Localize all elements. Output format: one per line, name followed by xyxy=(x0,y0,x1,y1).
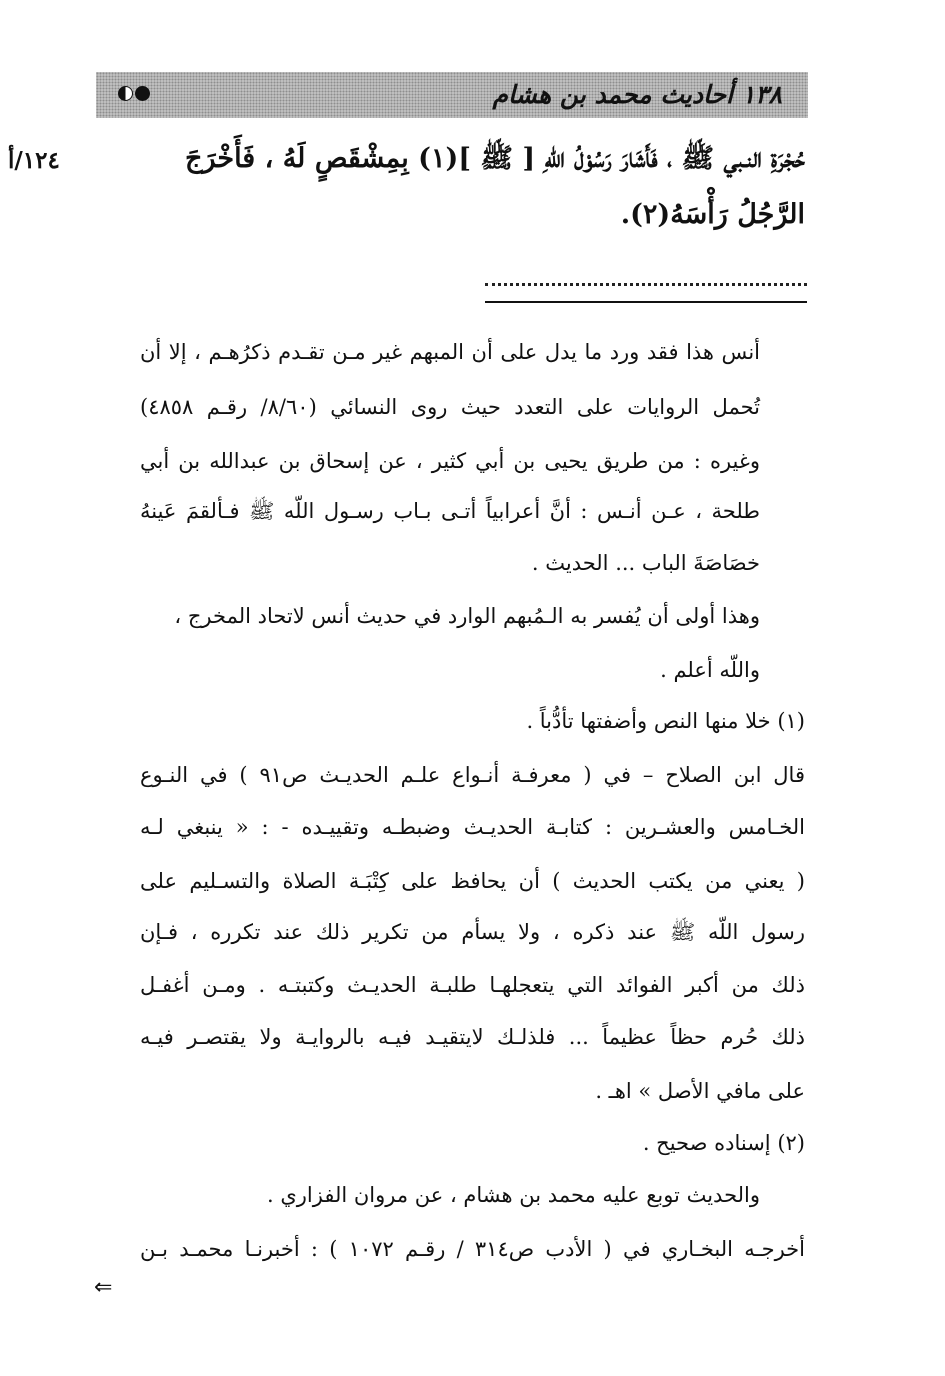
footnote-line: الخـامس والعشـرين : كتابـة الحديـث وضبطـه وتقييـده - : « ينبغي لـه xyxy=(140,815,805,839)
footnote-line: أخرجـه البخـاري في ( الأدب ص٣١٤ / رقـم ١٠٧٢ ) : أخبرنـا محمـد بـن xyxy=(140,1237,805,1261)
footnote-line: ذلك من أكبر الفوائد التي يتعجلهـا طلبـة الحديـث وكتبتـه . ومـن أغفـل xyxy=(140,973,805,997)
footnote-line: واللّه أعلم . xyxy=(660,658,760,682)
main-text-line: حُجْرَةِ النـبي ﷺ ، فَأَشَارَ رَسُوْلُ اللّهِ [ ﷺ ](١) بِمِشْقَصٍ لَهُ ، فَأَخْرَجَ xyxy=(185,143,805,174)
footnote-line: تُحمل الروايات على التعدد حيث روى النسائي (٨/٦٠/ رقـم ٤٨٥٨) xyxy=(140,395,760,419)
ornament-icon xyxy=(118,86,150,101)
page-header-title: ١٣٨ أحاديث محمد بن هشام xyxy=(492,80,782,109)
footnote-line: وهذا أولى أن يُفسر به الـمُبهم الوارد في حديث أنس لاتحاد المخرج ، xyxy=(174,604,760,628)
ornament-dot-icon xyxy=(135,86,150,101)
footnote-separator xyxy=(485,301,807,303)
footnote-line: على مافي الأصل » اهـ . xyxy=(595,1079,805,1103)
footnote-marker-line: (١) خلا منها النص وأضفتها تأدُّباً . xyxy=(526,709,805,733)
footnote-line: خصَاصَةَ الباب ... الحديث . xyxy=(531,551,760,575)
footnote-line: ( يعني من يكتب الحديث ) أن يحافظ على كِتْبَـة الصلاة والتسـليم على xyxy=(140,869,805,893)
footnote-line: والحديث توبع عليه محمد بن هشام ، عن مروان الفزاري . xyxy=(266,1183,760,1207)
margin-folio-note: ١٢٤/أ xyxy=(8,147,60,174)
page-header-band xyxy=(96,72,808,118)
footnote-line: قال ابن الصلاح – في ( معرفـة أنـواع علـم الحديـث ص٩١ ) في النـوع xyxy=(140,763,805,787)
footnote-dotted-separator xyxy=(485,283,807,286)
ornament-dot-icon xyxy=(118,86,133,101)
footnote-marker-line: (٢) إسناده صحيح . xyxy=(642,1131,805,1155)
footnote-line: وغيره : من طريق يحيى بن أبي كثير ، عن إسحاق بن عبدالله بن أبي xyxy=(140,449,760,473)
footnote-line: رسول اللّه ﷺ عند ذكره ، ولا يسأم من تكرير ذلك عند تكرره ، فـإن xyxy=(140,920,805,944)
footnote-line: ذلك حُرم حظاً عظيماً ... فلذلـك لايتقيـد فيـه بالروايـة ولا يقتصـر فيـه xyxy=(140,1025,805,1049)
main-text-line: الرَّجُلُ رَأْسَهُ(٢). xyxy=(620,199,805,230)
footnote-line: أنس هذا فقد ورد ما يدل على أن المبهم غير مـن تقـدم ذكرُهـم ، إلا أن xyxy=(140,340,760,364)
continuation-arrow-icon: ⇐ xyxy=(94,1275,113,1300)
footnote-line: طلحة ، عـن أنـس : أنَّ أعرابياً أتـى بـاب رسـول اللّه ﷺ فـألقمَ عَينهُ xyxy=(140,499,760,523)
